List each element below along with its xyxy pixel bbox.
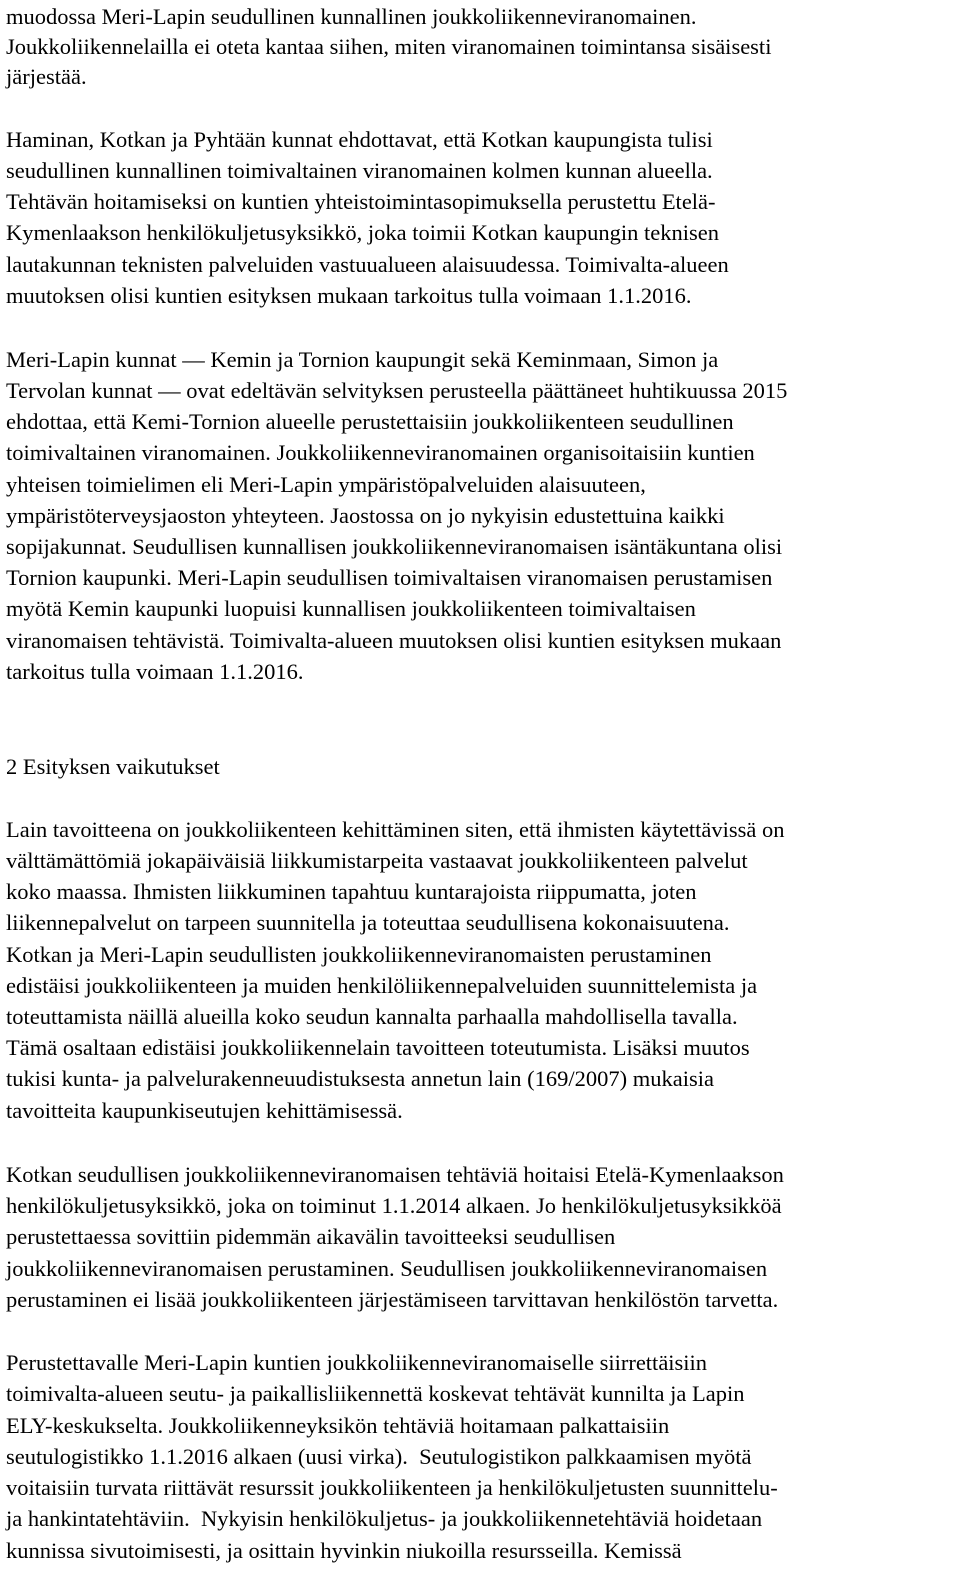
text-line: perustaminen ei lisää joukkoliikenteen järjestämiseen tarvittavan henkilöstön tarvetta. (6, 1287, 779, 1312)
text-line: lautakunnan teknisten palveluiden vastuualueen alaisuudessa. Toimivalta-alueen (6, 252, 729, 277)
text-line: Tervolan kunnat ― ovat edeltävän selvityksen perusteella päättäneet huhtikuussa 2015 (6, 378, 788, 403)
text-line: Tehtävän hoitamiseksi on kuntien yhteistoimintasopimuksella perustettu Etelä- (6, 189, 716, 214)
text-line: yhteisen toimielimen eli Meri-Lapin ympäristöpalveluiden alaisuuteen, (6, 472, 646, 497)
text-line: sopijakunnat. Seudullisen kunnallisen joukkoliikenneviranomaisen isäntäkuntana olisi (6, 534, 783, 559)
text-line: toteuttamista näillä alueilla koko seudun kannalta parhaalla mahdollisella tavalla. (6, 1004, 738, 1029)
text-line: toimivaltainen viranomainen. Joukkoliikenneviranomainen organisoitaisiin kuntien (6, 440, 755, 465)
text-line: ja hankintatehtäviin. Nykyisin henkilökuljetus- ja joukkoliikennetehtäviä hoidetaan (6, 1506, 763, 1531)
text-line: koko maassa. Ihmisten liikkuminen tapahtuu kuntarajoista riippumatta, joten (6, 879, 697, 904)
text-line: ympäristöterveysjaoston yhteyteen. Jaostossa on jo nykyisin edustettuina kaikki (6, 503, 725, 528)
text-line: perustettaessa sovittiin pidemmän aikavälin tavoitteeksi seudullisen (6, 1224, 616, 1249)
text-line: muodossa Meri-Lapin seudullinen kunnallinen joukkoliikenneviranomainen. (6, 4, 697, 29)
section-heading: 2 Esityksen vaikutukset (6, 754, 220, 779)
text-line: ELY-keskukselta. Joukkoliikenneyksikön tehtäviä hoitamaan palkattaisiin (6, 1413, 670, 1438)
text-line: ehdottaa, että Kemi-Tornion alueelle perustettaisiin joukkoliikenteen seudullinen (6, 409, 734, 434)
text-line: joukkoliikenneviranomaisen perustaminen. Seudullisen joukkoliikenneviranomaisen (6, 1256, 768, 1281)
text-line: voitaisiin turvata riittävät resurssit joukkoliikenteen ja henkilökuljetusten suunnittelu- (6, 1475, 778, 1500)
text-line: Kotkan seudullisen joukkoliikenneviranomaisen tehtäviä hoitaisi Etelä-Kymenlaakson (6, 1162, 784, 1187)
text-line: edistäisi joukkoliikenteen ja muiden henkilöliikennepalveluiden suunnittelemista ja (6, 973, 758, 998)
text-line: viranomaisen tehtävistä. Toimivalta-alueen muutoksen olisi kuntien esityksen mukaan (6, 628, 782, 653)
text-line: tavoitteita kaupunkiseutujen kehittämisessä. (6, 1098, 403, 1123)
text-line: välttämättömiä jokapäiväisiä liikkumistarpeita vastaavat joukkoliikenteen palvelut (6, 848, 748, 873)
text-line: toimivalta-alueen seutu- ja paikallisliikennettä koskevat tehtävät kunnilta ja Lapin (6, 1381, 745, 1406)
text-line: Perustettavalle Meri-Lapin kuntien joukkoliikenneviranomaiselle siirrettäisiin (6, 1350, 708, 1375)
text-line: kunnissa sivutoimisesti, ja osittain hyvinkin niukoilla resursseilla. Kemissä (6, 1538, 682, 1563)
text-line: liikennepalvelut on tarpeen suunnitella ja toteuttaa seudullisena kokonaisuutena. (6, 910, 730, 935)
text-line: järjestää. (6, 64, 87, 89)
text-line: tarkoitus tulla voimaan 1.1.2016. (6, 659, 304, 684)
text-line: Joukkoliikennelailla ei oteta kantaa siihen, miten viranomainen toimintansa sisäisesti (6, 34, 772, 59)
text-line: Lain tavoitteena on joukkoliikenteen kehittäminen siten, että ihmisten käytettävissä on (6, 817, 785, 842)
text-line: Tornion kaupunki. Meri-Lapin seudullisen toimivaltaisen viranomaisen perustamisen (6, 565, 773, 590)
text-line: muutoksen olisi kuntien esityksen mukaan tarkoitus tulla voimaan 1.1.2016. (6, 283, 692, 308)
text-line: myötä Kemin kaupunki luopuisi kunnallisen joukkoliikenteen toimivaltaisen (6, 596, 696, 621)
text-line: seutulogistikko 1.1.2016 alkaen (uusi virka). Seutulogistikon palkkaamisen myötä (6, 1444, 752, 1469)
text-line: Haminan, Kotkan ja Pyhtään kunnat ehdottavat, että Kotkan kaupungista tulisi (6, 127, 713, 152)
text-line: Tämä osaltaan edistäisi joukkoliikennelain tavoitteen toteutumista. Lisäksi muutos (6, 1035, 750, 1060)
text-line: henkilökuljetusyksikkö, joka on toiminut 1.1.2014 alkaen. Jo henkilökuljetusyksikköä (6, 1193, 782, 1218)
text-line: tukisi kunta- ja palvelurakenneuudistuksesta annetun lain (169/2007) mukaisia (6, 1066, 714, 1091)
text-line: Kotkan ja Meri-Lapin seudullisten joukkoliikenneviranomaisten perustaminen (6, 942, 712, 967)
text-line: Kymenlaakson henkilökuljetusyksikkö, joka toimii Kotkan kaupungin teknisen (6, 220, 720, 245)
text-line: Meri-Lapin kunnat ― Kemin ja Tornion kaupungit sekä Keminmaan, Simon ja (6, 347, 719, 372)
text-line: seudullinen kunnallinen toimivaltainen viranomainen kolmen kunnan alueella. (6, 158, 713, 183)
